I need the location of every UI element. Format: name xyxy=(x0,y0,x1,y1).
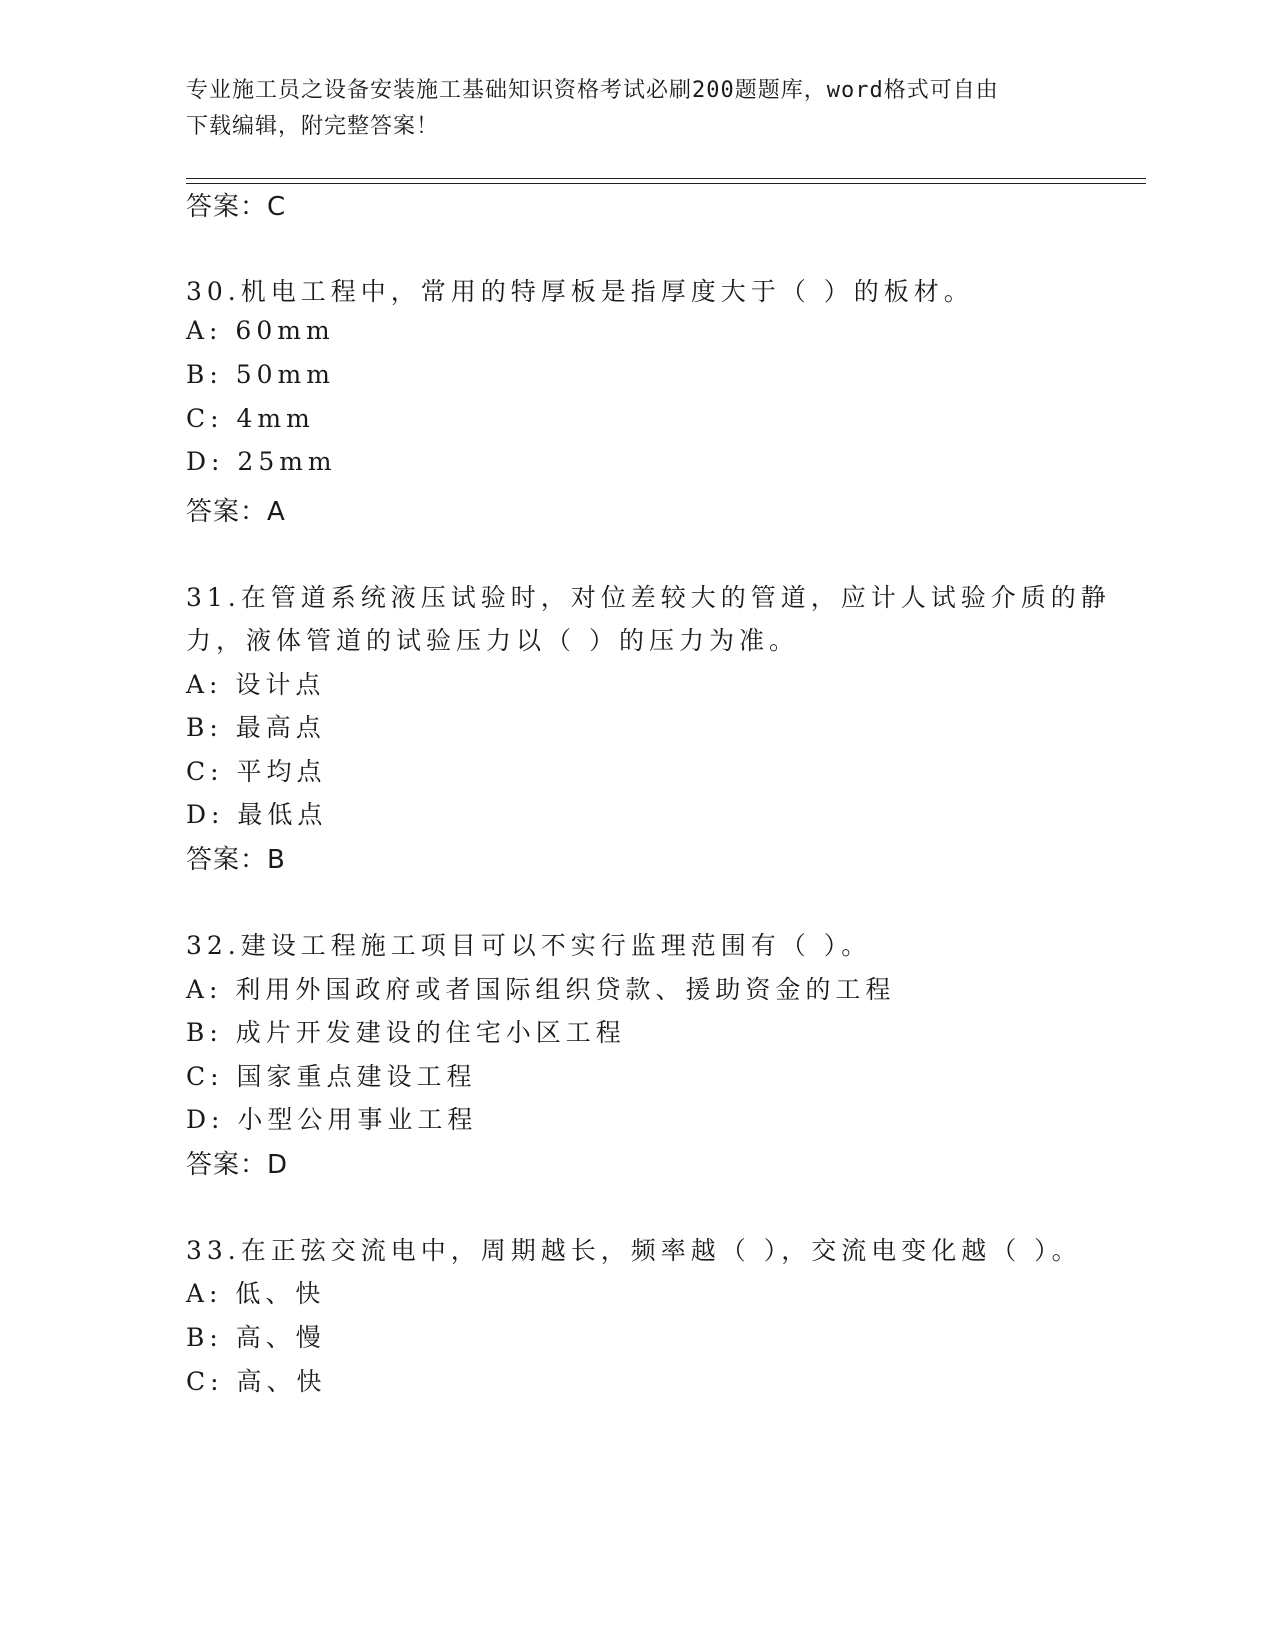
header-line-2: 下载编辑，附完整答案！ xyxy=(186,114,440,139)
q31-option-d: D: 最低点 xyxy=(186,800,328,829)
header-rule-bottom xyxy=(186,183,1146,184)
question-31-line-1: 31.在管道系统液压试验时，对位差较大的管道，应计人试验介质的静 xyxy=(186,583,1111,612)
header-rule-top xyxy=(186,178,1146,179)
q30-option-c: C: 4mm xyxy=(186,404,315,433)
q31-option-b: B: 最高点 xyxy=(186,713,326,742)
document-header xyxy=(186,73,1066,145)
q31-option-a: A: 设计点 xyxy=(186,670,326,699)
q32-option-d: D: 小型公用事业工程 xyxy=(186,1105,478,1134)
q33-option-b: B: 高、慢 xyxy=(186,1323,326,1352)
q33-option-a: A: 低、快 xyxy=(186,1279,326,1308)
q32-option-a: A: 利用外国政府或者国际组织贷款、援助资金的工程 xyxy=(186,975,896,1004)
question-31-line-2: 力，液体管道的试验压力以（ ）的压力为准。 xyxy=(186,626,799,655)
q30-answer: 答案：A xyxy=(186,497,286,527)
question-32: 32.建设工程施工项目可以不实行监理范围有（ ）。 xyxy=(186,931,872,960)
q32-option-b: B: 成片开发建设的住宅小区工程 xyxy=(186,1018,626,1047)
q30-option-b: B: 50mm xyxy=(186,360,335,389)
q33-option-c: C: 高、快 xyxy=(186,1367,327,1396)
question-33: 33.在正弦交流电中，周期越长，频率越（ ），交流电变化越（ ）。 xyxy=(186,1236,1082,1265)
q31-option-c: C: 平均点 xyxy=(186,757,327,786)
q32-option-c: C: 国家重点建设工程 xyxy=(186,1062,477,1091)
q30-option-a: A: 60mm xyxy=(186,316,335,345)
q30-option-d: D: 25mm xyxy=(186,447,337,476)
q32-answer: 答案：D xyxy=(186,1150,289,1180)
answer-previous: 答案：C xyxy=(186,192,287,222)
q31-answer: 答案：B xyxy=(186,845,286,875)
header-line-1: 专业施工员之设备安装施工基础知识资格考试必刷200题题库，word格式可自由 xyxy=(186,78,999,103)
question-30: 30.机电工程中，常用的特厚板是指厚度大于（ ）的板材。 xyxy=(186,277,974,306)
